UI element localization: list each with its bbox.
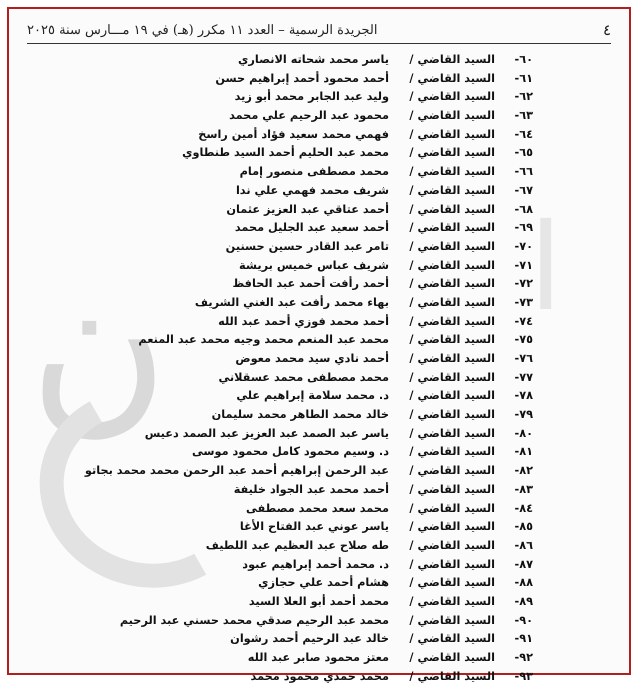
- judge-title: السيد القاضي /: [409, 389, 495, 403]
- list-item: [9, 649, 629, 668]
- document-page: [7, 7, 631, 683]
- list-item: [9, 238, 629, 257]
- entry-number: ٦٨-: [514, 202, 533, 216]
- judges-list: [9, 51, 629, 686]
- entry-number: ٩١-: [514, 632, 533, 646]
- list-item: [9, 556, 629, 575]
- entry-number: ٨٥-: [514, 520, 533, 534]
- judge-name: محمد عبد الرحيم صدقي محمد حسني عبد الرحيم: [119, 613, 389, 627]
- judge-title: السيد القاضي /: [409, 370, 495, 384]
- judge-title: السيد القاضي /: [409, 109, 495, 123]
- entry-number: ٨٠-: [514, 426, 533, 440]
- judge-title: السيد القاضي /: [409, 295, 495, 309]
- judge-name: أحمد نادي سيد محمد معوض: [235, 352, 389, 365]
- list-item: [9, 313, 629, 332]
- judge-name: د. وسيم محمود كامل محمود موسى: [191, 445, 389, 459]
- list-item: [9, 593, 629, 612]
- judge-name: أحمد محمود أحمد إبراهيم حسن: [215, 71, 389, 85]
- list-item: [9, 406, 629, 425]
- header-rule: [27, 43, 611, 44]
- list-item: [9, 163, 629, 182]
- entry-number: ٩٠-: [514, 613, 533, 627]
- judge-name: خالد عبد الرحيم أحمد رشوان: [230, 632, 389, 646]
- list-item: [9, 201, 629, 220]
- list-item: [9, 481, 629, 500]
- judge-title: السيد القاضي /: [409, 557, 495, 571]
- list-item: [9, 425, 629, 444]
- judge-title: السيد القاضي /: [409, 464, 495, 478]
- list-item: [9, 443, 629, 462]
- entry-number: ٨٣-: [514, 482, 533, 496]
- judge-title: السيد القاضي /: [409, 669, 495, 683]
- judge-title: السيد القاضي /: [409, 632, 495, 646]
- list-item: [9, 70, 629, 89]
- judge-name: محمد مصطفى محمد عسقلاني: [218, 370, 389, 384]
- entry-number: ٨٩-: [514, 594, 533, 608]
- entry-number: ٩٣-: [514, 669, 533, 683]
- judge-name: د. محمد أحمد إبراهيم عبود: [242, 557, 389, 571]
- list-item: [9, 275, 629, 294]
- judge-name: محمود عبد الرحيم علي محمد: [229, 109, 389, 123]
- list-item: [9, 518, 629, 537]
- entry-number: ٧٨-: [514, 389, 533, 403]
- page-number: ٤: [602, 21, 611, 39]
- entry-number: ٧٥-: [514, 333, 533, 347]
- list-item: [9, 574, 629, 593]
- judge-name: د. محمد سلامة إبراهيم علي: [236, 389, 389, 403]
- judge-title: السيد القاضي /: [409, 53, 495, 66]
- judge-name: خالد محمد الطاهر محمد سليمان: [211, 408, 389, 422]
- judge-title: السيد القاضي /: [409, 594, 495, 608]
- judge-title: السيد القاضي /: [409, 183, 495, 197]
- entry-number: ٦٦-: [514, 165, 533, 179]
- judge-title: السيد القاضي /: [409, 651, 495, 664]
- list-item: [9, 668, 629, 686]
- judge-name: محمد عبد الحليم أحمد السيد طنطاوي: [182, 146, 389, 160]
- list-item: [9, 331, 629, 350]
- judge-name: تامر عبد القادر حسين حسنين: [225, 239, 389, 253]
- entry-number: ٨٢-: [514, 464, 533, 478]
- judge-title: السيد القاضي /: [409, 71, 495, 85]
- entry-number: ٩٢-: [514, 651, 533, 664]
- judge-name: ياسر عبد الصمد عبد العزيز عبد الصمد دعيس: [144, 426, 389, 440]
- judge-name: طه صلاح عبد العظيم عبد اللطيف: [205, 538, 389, 552]
- entry-number: ٧٤-: [514, 314, 533, 328]
- judge-title: السيد القاضي /: [409, 538, 495, 552]
- gazette-title: الجريدة الرسمية – العدد ١١ مكرر (هـ) في ١٩ مـــارس سنة ٢٠٢٥: [27, 22, 378, 38]
- list-item: [9, 612, 629, 631]
- judge-name: محمد سعد محمد مصطفى: [246, 501, 389, 515]
- list-item: [9, 126, 629, 145]
- entry-number: ٦٧-: [514, 183, 533, 197]
- judge-name: عبد الرحمن إبراهيم أحمد عبد الرحمن محمد محمد بجاتو: [84, 464, 389, 478]
- entry-number: ٦٠-: [514, 53, 533, 66]
- entry-number: ٦٤-: [514, 127, 533, 141]
- list-item: [9, 51, 629, 70]
- judge-name: أحمد محمد فوزي أحمد عبد الله: [218, 314, 389, 328]
- entry-number: ٧٠-: [514, 239, 533, 253]
- entry-number: ٦٩-: [514, 221, 533, 235]
- judge-title: السيد القاضي /: [409, 146, 495, 160]
- judge-name: هشام أحمد علي حجازي: [258, 576, 389, 590]
- list-item: [9, 182, 629, 201]
- judge-name: أحمد محمد عبد الجواد خليفة: [233, 482, 389, 496]
- judge-title: السيد القاضي /: [409, 333, 495, 347]
- judge-name: ياسر محمد شحاته الانصاري: [238, 53, 389, 66]
- judge-title: السيد القاضي /: [409, 445, 495, 459]
- judge-name: محمد عبد المنعم محمد وجيه محمد عبد المنعم: [138, 333, 389, 347]
- entry-number: ٧٩-: [514, 408, 533, 422]
- entry-number: ٨٤-: [514, 501, 533, 515]
- list-item: [9, 144, 629, 163]
- entry-number: ٧٧-: [514, 370, 533, 384]
- judge-name: شريف محمد فهمي علي ندا: [235, 183, 389, 197]
- judge-title: السيد القاضي /: [409, 314, 495, 328]
- judge-title: السيد القاضي /: [409, 408, 495, 422]
- judge-title: السيد القاضي /: [409, 426, 495, 440]
- judge-title: السيد القاضي /: [409, 277, 495, 291]
- judge-title: السيد القاضي /: [409, 482, 495, 496]
- list-item: [9, 537, 629, 556]
- entry-number: ٧٣-: [514, 295, 533, 309]
- list-item: [9, 630, 629, 649]
- list-item: [9, 369, 629, 388]
- list-item: [9, 350, 629, 369]
- judge-title: السيد القاضي /: [409, 239, 495, 253]
- entry-number: ٦٥-: [514, 146, 533, 160]
- list-item: [9, 107, 629, 126]
- entry-number: ٨٨-: [514, 576, 533, 590]
- judge-title: السيد القاضي /: [409, 576, 495, 590]
- judge-name: أحمد عتاقي عبد العزيز عثمان: [226, 202, 389, 216]
- entry-number: ٨١-: [514, 445, 533, 459]
- judge-title: السيد القاضي /: [409, 221, 495, 235]
- judge-name: محمد مصطفى منصور إمام: [239, 165, 389, 179]
- judge-name: أحمد رأفت أحمد عبد الحافظ: [232, 277, 389, 291]
- entry-number: ٧٢-: [514, 277, 533, 291]
- entry-number: ٦٣-: [514, 109, 533, 123]
- judge-title: السيد القاضي /: [409, 90, 495, 104]
- judge-name: محمد حمدي محمود محمد: [250, 669, 389, 683]
- list-item: [9, 88, 629, 107]
- judge-title: السيد القاضي /: [409, 258, 495, 272]
- judge-title: السيد القاضي /: [409, 520, 495, 534]
- judge-title: السيد القاضي /: [409, 202, 495, 216]
- judge-name: بهاء محمد رأفت عبد الغني الشريف: [194, 295, 389, 309]
- judge-name: فهمي محمد سعيد فؤاد أمين راسخ: [198, 127, 389, 141]
- list-item: [9, 257, 629, 276]
- list-item: [9, 294, 629, 313]
- judge-title: السيد القاضي /: [409, 165, 495, 179]
- entry-number: ٨٦-: [514, 538, 533, 552]
- page-header: [27, 19, 611, 41]
- list-item: [9, 387, 629, 406]
- judge-title: السيد القاضي /: [409, 613, 495, 627]
- watermark-glyph: ن: [29, 233, 169, 454]
- entry-number: ٦٢-: [514, 90, 533, 104]
- judge-title: السيد القاضي /: [409, 501, 495, 515]
- judge-name: أحمد سعيد عبد الجليل محمد: [234, 221, 389, 235]
- judge-name: وليد عبد الجابر محمد أبو زيد: [234, 90, 389, 104]
- entry-number: ٧٦-: [514, 352, 533, 365]
- entry-number: ٨٧-: [514, 557, 533, 571]
- list-item: [9, 500, 629, 519]
- watermark-mark: ا: [529, 199, 563, 338]
- judge-name: محمد أحمد أبو العلا السيد: [248, 594, 389, 608]
- judge-name: ياسر عوني عبد الفتاح الأغا: [239, 520, 389, 534]
- entry-number: ٦١-: [514, 71, 533, 85]
- judge-title: السيد القاضي /: [409, 352, 495, 365]
- list-item: [9, 462, 629, 481]
- judge-name: معتز محمود صابر عبد الله: [247, 651, 389, 664]
- list-item: [9, 219, 629, 238]
- judge-title: السيد القاضي /: [409, 127, 495, 141]
- entry-number: ٧١-: [514, 258, 533, 272]
- judge-name: شريف عباس خميس بريشة: [239, 258, 389, 272]
